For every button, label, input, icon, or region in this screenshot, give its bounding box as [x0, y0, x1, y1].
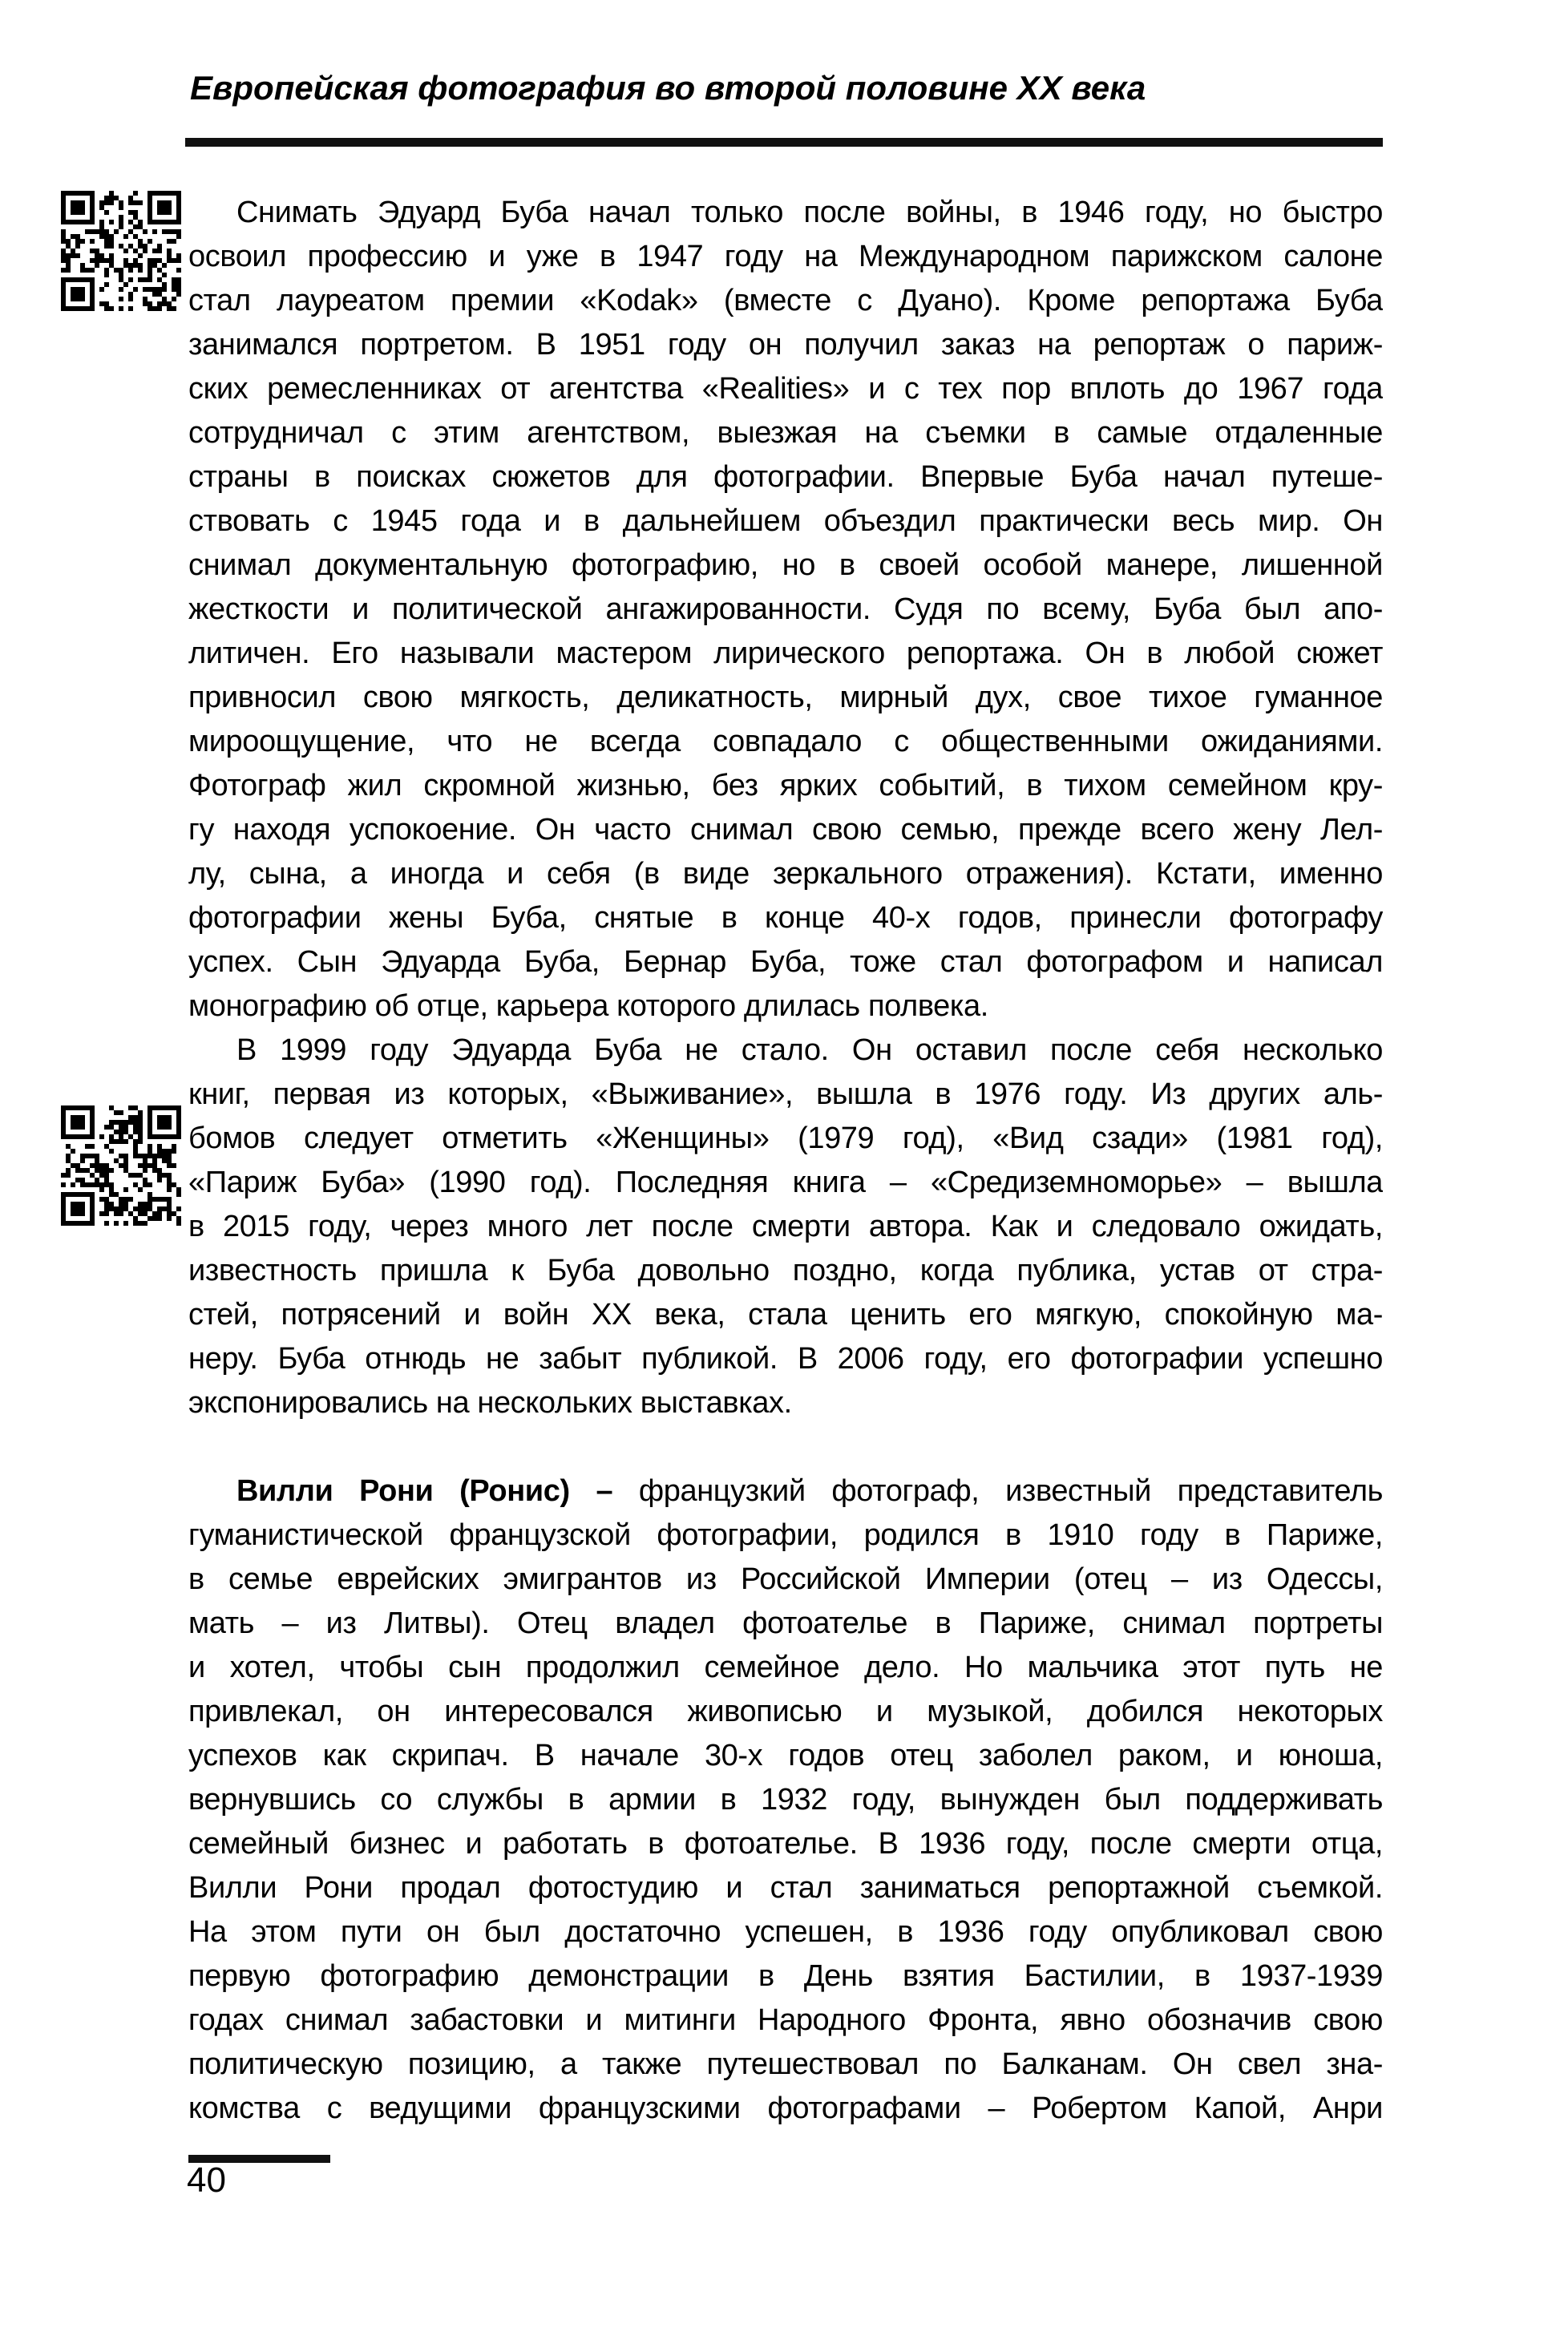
text-line: мироощущение, что не всегда совпадало с общественными ожиданиями.	[188, 725, 1383, 758]
text-line: ствовать с 1945 года и в дальнейшем объездил практически весь мир. Он	[188, 504, 1383, 538]
text-line: «Париж Буба» (1990 год). Последняя книга – «Средиземноморье» – вышла	[188, 1166, 1383, 1199]
body-text	[188, 191, 1383, 2131]
text-line: В 1999 году Эдуарда Буба не стало. Он оставил после себя несколько	[236, 1033, 1383, 1067]
text-line: книг, первая из которых, «Выживание», вышла в 1976 году. Из других аль-	[188, 1077, 1383, 1111]
text-line: стал лауреатом премии «Kodak» (вместе с Дуано). Кроме репортажа Буба	[188, 284, 1383, 317]
text-line: комства с ведущими французскими фотографами – Робертом Капой, Анри	[188, 2092, 1383, 2125]
text-line: снимал документальную фотографию, но в своей особой манере, лишенной	[188, 548, 1383, 582]
header-rule	[185, 138, 1383, 147]
text-line: жесткости и политической ангажированности. Судя по всему, Буба был апо-	[188, 592, 1383, 626]
paragraph-bouba-career	[188, 191, 1383, 1029]
text-line: вернувшись со службы в армии в 1932 году, вынужден был поддерживать	[188, 1783, 1383, 1817]
text-line: бомов следует отметить «Женщины» (1979 год), «Вид сзади» (1981 год),	[188, 1122, 1383, 1155]
text-line: известность пришла к Буба довольно поздно, когда публика, устав от стра-	[188, 1254, 1383, 1287]
text-line: политическую позицию, а также путешествовал по Балканам. Он свел зна-	[188, 2047, 1383, 2081]
text-line: ских ремесленниках от агентства «Realities» и с тех пор вплоть до 1967 года	[188, 372, 1383, 406]
text-line: в 2015 году, через много лет после смерти автора. Как и следовало ожидать,	[188, 1210, 1383, 1243]
text-line: Снимать Эдуард Буба начал только после войны, в 1946 году, но быстро	[236, 196, 1383, 229]
text-line: Фотограф жил скромной жизнью, без ярких событий, в тихом семейном кру-	[188, 769, 1383, 802]
text-line: экспонировались на нескольких выставках.	[188, 1386, 792, 1420]
qr-code-icon	[61, 1105, 181, 1227]
text-line: привлекал, он интересовался живописью и музыкой, добился некоторых	[188, 1695, 1383, 1728]
text-line: гуманистической французской фотографии, родился в 1910 году в Париже,	[188, 1518, 1383, 1552]
paragraph-ronis	[188, 1469, 1383, 2131]
text-line: привносил свою мягкость, деликатность, мирный дух, свое тихое гуманное	[188, 681, 1383, 714]
text-line: успех. Сын Эдуарда Буба, Бернар Буба, тоже стал фотографом и написал	[188, 945, 1383, 979]
text-line: семейный бизнес и работать в фотоателье. В 1936 году, после смерти отца,	[188, 1827, 1383, 1861]
text-line: и хотел, чтобы сын продолжил семейное дело. Но мальчика этот путь не	[188, 1651, 1383, 1684]
text-line: мать – из Литвы). Отец владел фотоателье в Париже, снимал портреты	[188, 1607, 1383, 1640]
text-line: монографию об отце, карьера которого длилась полвека.	[188, 989, 988, 1023]
text-run: французкий фотограф, известный представитель	[638, 1474, 1383, 1508]
person-name-bold: Вилли Рони (Ронис) –	[236, 1474, 639, 1508]
text-line: На этом пути он был достаточно успешен, в 1936 году опубликовал свою	[188, 1915, 1383, 1949]
running-header-title: Европейская фотография во второй половине XX века	[190, 69, 1146, 107]
text-line: стей, потрясений и войн XX века, стала ценить его мягкую, спокойную ма-	[188, 1298, 1383, 1332]
text-line: в семье еврейских эмигрантов из Российской Империи (отец – из Одессы,	[188, 1562, 1383, 1596]
qr-code-icon	[61, 191, 181, 311]
page-number: 40	[187, 2160, 226, 2200]
text-line: первую фотографию демонстрации в День взятия Бастилии, в 1937-1939	[188, 1959, 1383, 1993]
text-line: неру. Буба отнюдь не забыт публикой. В 2006 году, его фотографии успешно	[188, 1342, 1383, 1376]
text-line: лу, сына, а иногда и себя (в виде зеркального отражения). Кстати, именно	[188, 857, 1383, 891]
text-line	[188, 1469, 1383, 1514]
text-line: успехов как скрипач. В начале 30-х годов отец заболел раком, и юноша,	[188, 1739, 1383, 1772]
text-line: фотографии жены Буба, снятые в конце 40-х годов, принесли фотографу	[188, 901, 1383, 935]
text-line: годах снимал забастовки и митинги Народного Фронта, явно обозначив свою	[188, 2003, 1383, 2037]
text-line: Вилли Рони продал фотостудию и стал заниматься репортажной съемкой.	[188, 1871, 1383, 1905]
text-line: освоил профессию и уже в 1947 году на Международном парижском салоне	[188, 240, 1383, 273]
text-line: сотрудничал с этим агентством, выезжая на съемки в самые отдаленные	[188, 416, 1383, 450]
text-line: занимался портретом. В 1951 году он получил заказ на репортаж о париж-	[188, 328, 1383, 362]
paragraph-bouba-legacy	[188, 1029, 1383, 1425]
text-line: страны в поисках сюжетов для фотографии. Впервые Буба начал путеше-	[188, 460, 1383, 494]
text-line: гу находя успокоение. Он часто снимал свою семью, прежде всего жену Лел-	[188, 813, 1383, 847]
text-line: литичен. Его называли мастером лирического репортажа. Он в любой сюжет	[188, 637, 1383, 670]
